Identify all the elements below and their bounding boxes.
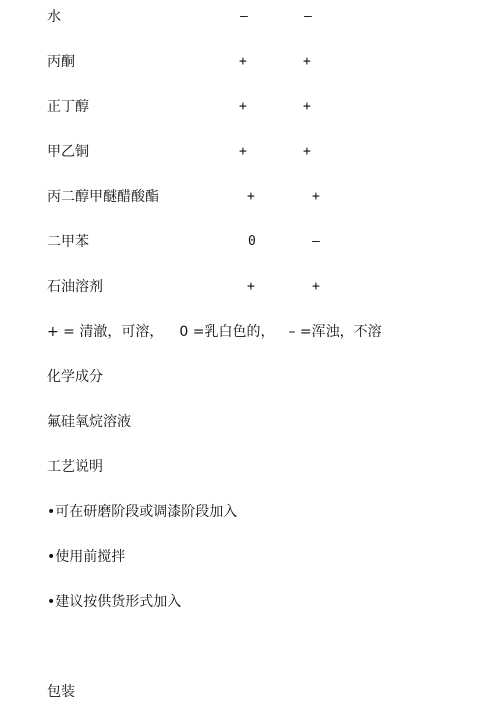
table-row [47,97,89,117]
solvent-name: 甲乙铜 [47,144,89,160]
solubility-legend [47,322,382,342]
table-row [47,7,61,27]
composition-value: 氟硅氧烷溶液 [47,414,131,430]
section-heading-process: 工艺说明 [47,459,103,475]
solubility-value-1: + [247,189,255,204]
solubility-value-1: – [240,9,248,24]
solubility-value-2: – [304,9,312,24]
table-row [47,187,159,207]
solvent-name: 丙二醇甲醚醋酸酯 [47,189,159,205]
solvent-name: 水 [47,9,61,25]
solubility-value-1: + [247,279,255,294]
solvent-name: 正丁醇 [47,99,89,115]
solubility-value-1: + [239,144,247,159]
process-note-3: •建议按供货形式加入 [47,594,182,610]
process-note-2: •使用前搅拌 [47,549,126,565]
section-heading-composition: 化学成分 [47,369,103,385]
section-heading-packaging: 包装 [47,684,75,700]
legend-minus: – =浑浊，不溶 [288,324,382,340]
solubility-value-2: – [312,234,320,249]
table-row [47,52,75,72]
table-row [47,142,89,162]
table-row [47,232,89,252]
solubility-value-1: + [239,99,247,114]
legend-zero: 0 =乳白色的， [179,324,275,340]
solubility-value-2: + [312,279,320,294]
process-note-1: •可在研磨阶段或调漆阶段加入 [47,504,238,520]
solubility-value-2: + [303,54,311,69]
solubility-value-2: + [303,99,311,114]
solubility-value-2: + [303,144,311,159]
table-row [47,277,103,297]
solubility-value-1: + [239,54,247,69]
legend-plus: + = 清澈，可溶， [47,324,164,340]
solvent-name: 丙酮 [47,54,75,70]
solubility-value-2: + [312,189,320,204]
solubility-value-1: 0 [248,234,256,249]
solvent-name: 石油溶剂 [47,279,103,295]
solvent-name: 二甲苯 [47,234,89,250]
